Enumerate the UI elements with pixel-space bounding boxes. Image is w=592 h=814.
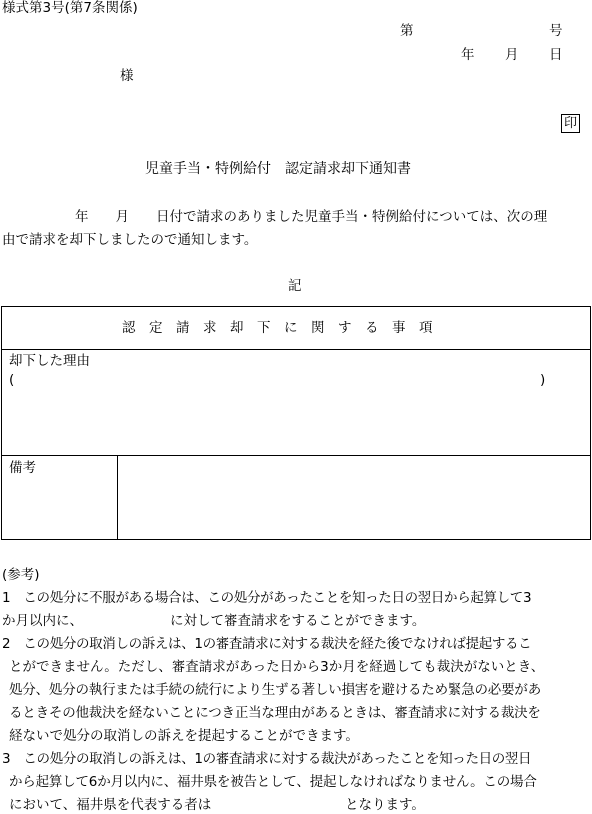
rejection-reason-open-paren: (: [9, 372, 15, 388]
note-3-line-3b: となります。: [345, 797, 425, 813]
note-2-line-2: とができません。ただし、審査請求があった日から3か月を経過しても裁決がないとき、: [9, 659, 545, 675]
note-1-line-1: 1 この処分に不服がある場合は、この処分があったことを知った日の翌日から起算して3: [2, 590, 532, 606]
note-2-line-4: るときその他裁決を経ないことにつき正当な理由があるときは、審査請求に対する裁決を: [9, 705, 541, 721]
note-2-line-1: 2 この処分の取消しの訴えは、1の審査請求に対する裁決を経た後でなければ提起するこ: [2, 636, 532, 652]
ki-label: 記: [288, 278, 302, 294]
form-number: 様式第3号(第7条関係): [2, 0, 138, 16]
seal-stamp: 印: [561, 114, 580, 133]
note-3-line-3a: において、福井県を代表する者は: [9, 797, 212, 813]
rejection-reason-close-paren: ): [540, 372, 546, 388]
table-heading: 認 定 請 求 却 下 に 関 す る 事 項: [122, 320, 433, 336]
date-year: 年: [461, 47, 475, 63]
body-line-2: 由で請求を却下しましたので通知します。: [2, 232, 258, 248]
remarks-label: 備考: [9, 460, 36, 476]
addressee-suffix: 様: [120, 68, 134, 84]
rejection-reason-label: 却下した理由: [9, 353, 90, 369]
note-3-line-2: から起算して6か月以内に、福井県を被告として、提起しなければなりません。この場合: [9, 774, 537, 790]
document-title: 児童手当・特例給付 認定請求却下通知書: [145, 161, 411, 177]
document-number-prefix: 第: [400, 23, 414, 39]
notes-heading: (参考): [2, 567, 40, 583]
table-border: [1, 306, 591, 540]
body-line-1: 年 月 日付で請求のありました児童手当・特例給付については、次の理: [75, 209, 548, 225]
table-divider-remarks: [117, 455, 118, 540]
note-1-line-2b: に対して審査請求をすることができます。: [170, 613, 426, 629]
note-1-line-2a: か月以内に、: [2, 613, 83, 629]
date-day: 日: [549, 47, 563, 63]
document-number-suffix: 号: [549, 23, 563, 39]
note-3-line-1: 3 この処分の取消しの訴えは、1の審査請求に対する裁決があったことを知った日の翌日: [2, 751, 532, 767]
table-divider-reason: [1, 455, 591, 456]
table-divider-heading: [1, 349, 591, 350]
note-2-line-5: 経ないで処分の取消しの訴えを提起することができます。: [9, 728, 359, 744]
date-month: 月: [505, 47, 519, 63]
note-2-line-3: 処分、処分の執行または手続の続行により生ずる著しい損害を避けるため緊急の必要があ: [9, 682, 541, 698]
